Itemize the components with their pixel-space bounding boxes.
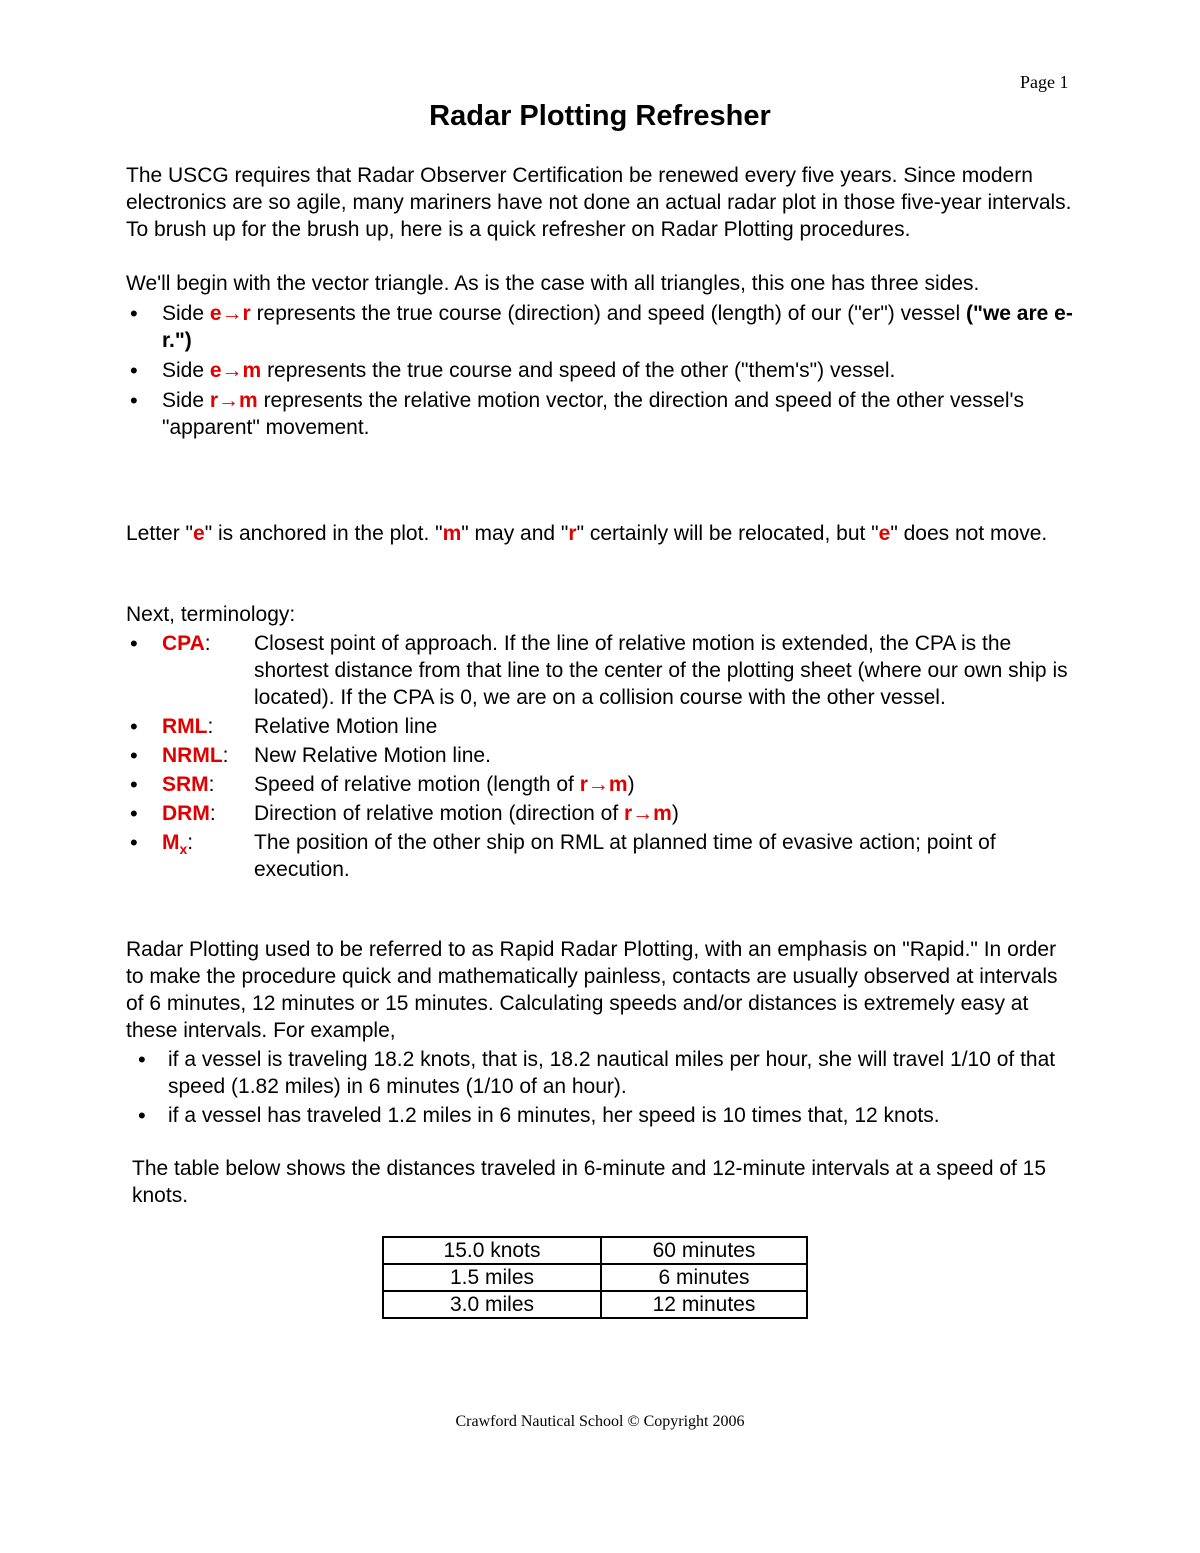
term-nrml: • NRML: New Relative Motion line. bbox=[126, 742, 1076, 769]
list-item-side-em: • Side e→m represents the true course and speed of the other ("them's") vessel. bbox=[126, 357, 1076, 384]
list-item-side-er: • Side e→r represents the true course (direction) and speed (length) of our ("er") vessel ("we are e-r.") bbox=[126, 300, 1076, 354]
vector-label: e→r bbox=[209, 302, 251, 325]
term-rml: • RML: Relative Motion line bbox=[126, 713, 1076, 740]
examples-list bbox=[126, 1046, 1076, 1129]
distance-table bbox=[382, 1236, 808, 1319]
term-mx: • $M_x$: The position of the other ship on RML at planned time of evasive action; point of execution. bbox=[126, 829, 1076, 883]
intro-section bbox=[126, 162, 1076, 441]
table-cell: 6 minutes bbox=[601, 1264, 807, 1291]
vector-triangle-paragraph: We'll begin with the vector triangle. As is the case with all triangles, this one has three sides. bbox=[126, 272, 980, 295]
rapid-section bbox=[126, 936, 1076, 1129]
table-cell: 12 minutes bbox=[601, 1291, 807, 1318]
vector-label: r→m bbox=[209, 389, 258, 412]
term-cpa: • CPA: Closest point of approach. If the line of relative motion is extended, the CPA is the shortest distance from that line to the center of the plotting sheet (where our own ship is located). If the CPA is 0, we are on a collision course with the other vessel. bbox=[126, 630, 1076, 711]
terms-list bbox=[126, 630, 1076, 883]
anchor-paragraph: Letter "e" is anchored in the plot. "m" may and "r" certainly will be relocated, but "e" does not move. bbox=[126, 522, 1048, 545]
table-intro: The table below shows the distances traveled in 6-minute and 12-minute intervals at a speed of 15 knots. bbox=[132, 1157, 1047, 1207]
term-drm: • DRM: Direction of relative motion (direction of r→m) bbox=[126, 800, 1076, 827]
page-number: Page 1 bbox=[1020, 72, 1069, 92]
document-title: Radar Plotting Refresher bbox=[429, 100, 771, 132]
term-srm: • SRM: Speed of relative motion (length of r→m) bbox=[126, 771, 1076, 798]
table-row bbox=[383, 1264, 807, 1291]
terminology-section bbox=[126, 601, 1076, 883]
list-item-example: • if a vessel has traveled 1.2 miles in 6 minutes, her speed is 10 times that, 12 knots. bbox=[126, 1102, 1076, 1129]
sides-list bbox=[126, 300, 1076, 441]
table-cell: 15.0 knots bbox=[383, 1237, 601, 1264]
table-cell: 1.5 miles bbox=[383, 1264, 601, 1291]
table-cell: 3.0 miles bbox=[383, 1291, 601, 1318]
vector-label: e→m bbox=[209, 359, 262, 382]
table-cell: 60 minutes bbox=[601, 1237, 807, 1264]
copyright-footer: Crawford Nautical School © Copyright 2006 bbox=[455, 1413, 745, 1430]
table-row bbox=[383, 1237, 807, 1264]
terminology-heading: Next, terminology: bbox=[126, 603, 296, 626]
list-item-side-rm: • Side r→m represents the relative motion vector, the direction and speed of the other vessel's "apparent" movement. bbox=[126, 387, 1076, 441]
list-item-example: • if a vessel is traveling 18.2 knots, that is, 18.2 nautical miles per hour, she will travel 1/10 of that speed (1.82 miles) in 6 minutes (1/10 of an hour). bbox=[126, 1046, 1076, 1100]
table-row bbox=[383, 1291, 807, 1318]
intro-paragraph: The USCG requires that Radar Observer Certification be renewed every five years. Since modern electronics are so agile, many mariners have not done an actual radar plot in those five-year intervals. To brush up for the brush up, here is a quick refresher on Radar Plotting procedures. bbox=[126, 164, 1072, 241]
rapid-paragraph: Radar Plotting used to be referred to as Rapid Radar Plotting, with an emphasis on "Rapid." In order to make the procedure quick and mathematically painless, contacts are usually observed at intervals of 6 minutes, 12 minutes or 15 minutes. Calculating speeds and/or distances is extremely easy at these intervals. For example, bbox=[126, 938, 1058, 1042]
